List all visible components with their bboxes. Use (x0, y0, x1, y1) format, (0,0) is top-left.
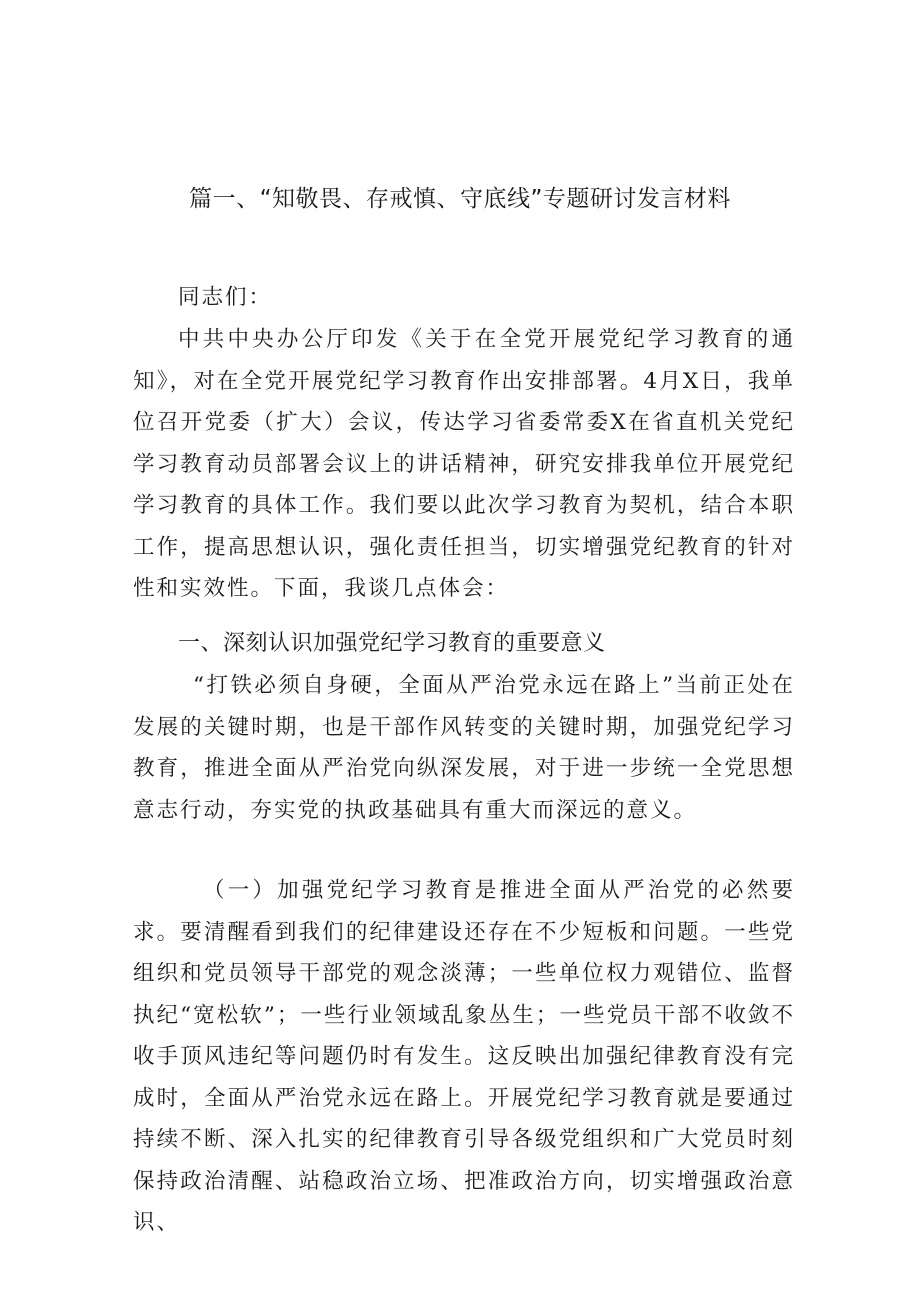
section1-paragraph-1: “打铁必须自身硬，全面从严治党永远在路上”当前正处在发展的关键时期，也是干部作风转变的关键时期，加强党纪学习教育，推进全面从严治党向纵深发展，对于进一步统一全党思想意志行动，夯实党的执政基础具有重大而深远的意义。 (133, 673, 795, 823)
section-heading-1: 一、深刻认识加强党纪学习教育的重要意义 (178, 631, 606, 656)
salutation: 同志们： (178, 285, 273, 310)
intro-paragraph: 中共中央办公厅印发《关于在全党开展党纪学习教育的通知》，对在全党开展党纪学习教育作出安排部署。4月X日，我单位召开党委（扩大）会议，传达学习省委常委X在省直机关党纪学习教育动员部署会议上的讲话精神，研究安排我单位开展党纪学习教育的具体工作。我们要以此次学习教育为契机，结合本职工作，提高思想认识，强化责任担当，切实增强党纪教育的针对性和实效性。下面，我谈几点体会： (133, 327, 795, 601)
section1-paragraph-2: （一）加强党纪学习教育是推进全面从严治党的必然要求。要清醒看到我们的纪律建设还存在不少短板和问题。一些党组织和党员领导干部党的观念淡薄；一些单位权力观错位、监督执纪“宽松软”；一些行业领域乱象丛生；一些党员干部不收敛不收手顶风违纪等问题仍时有发生。这反映出加强纪律教育没有完成时，全面从严治党永远在路上。开展党纪学习教育就是要通过持续不断、深入扎实的纪律教育引导各级党组织和广大党员时刻保持政治清醒、站稳政治立场、把准政治方向，切实增强政治意识、 (133, 878, 795, 1235)
document-title: 篇一、“知敬畏、存戒慎、守底线”专题研讨发言材料 (189, 186, 731, 212)
